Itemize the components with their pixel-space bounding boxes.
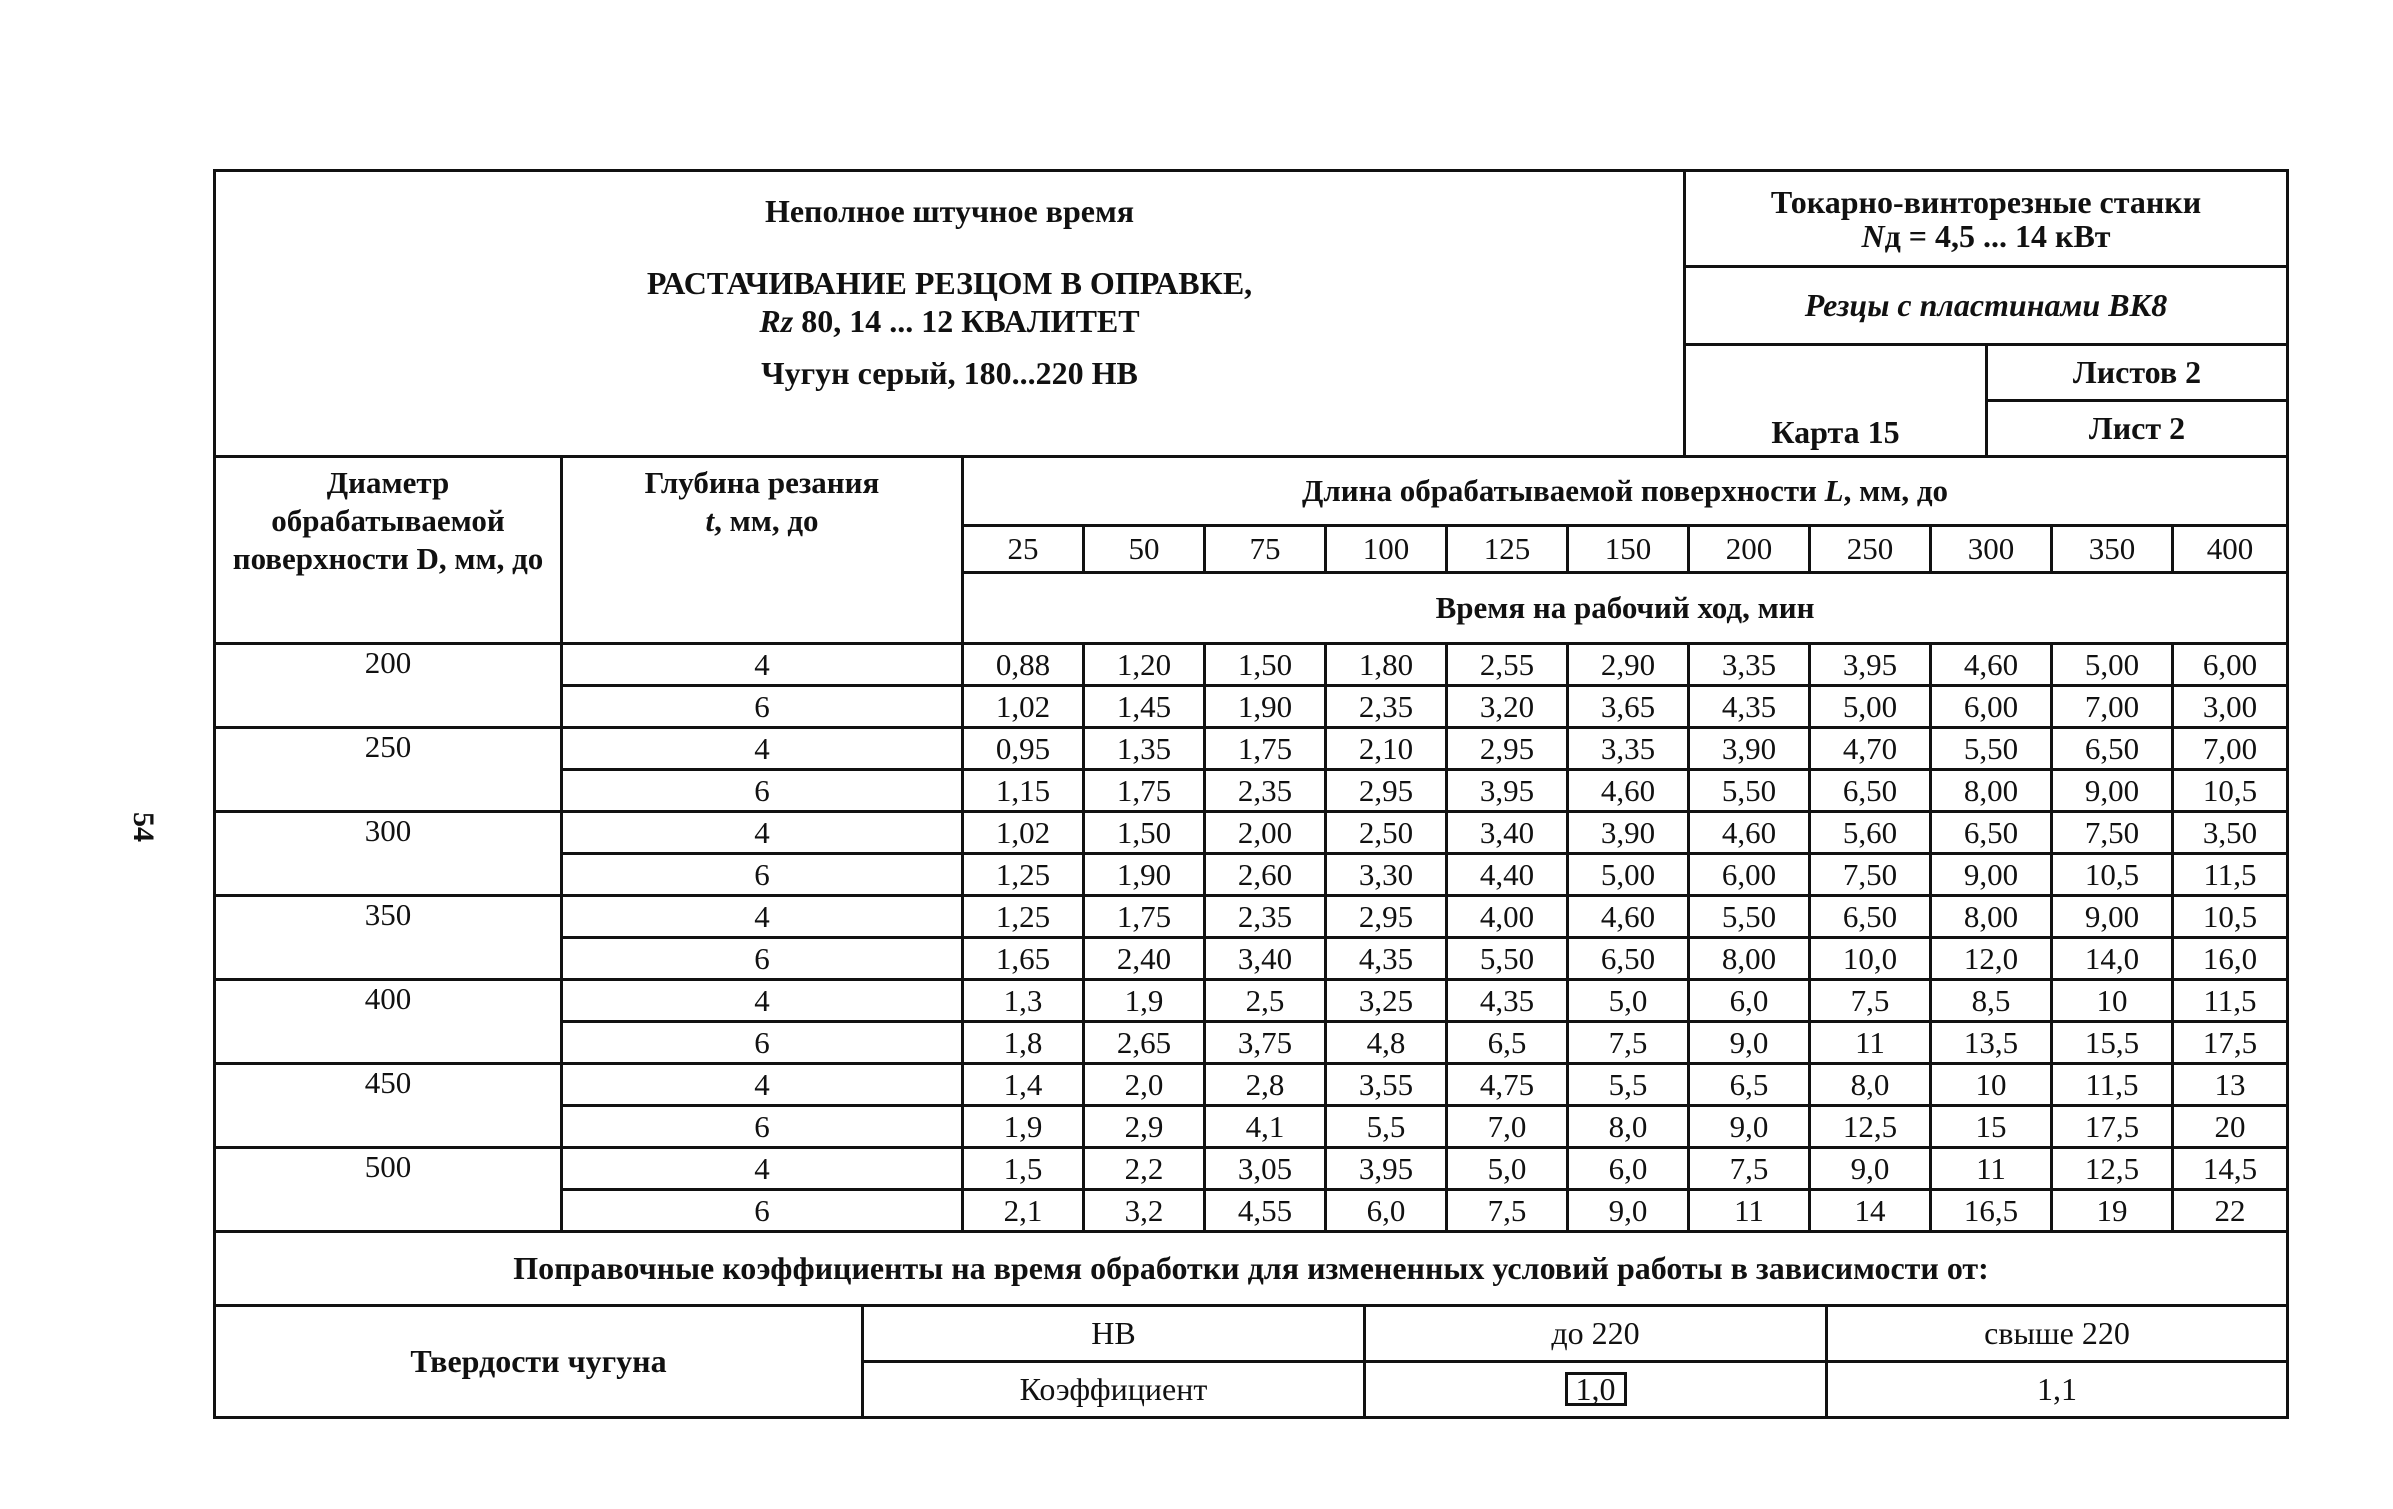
time-cell: 9,0 — [1568, 1190, 1689, 1232]
time-cell: 2,60 — [1205, 854, 1326, 896]
time-cell: 2,95 — [1326, 896, 1447, 938]
coef-up-to-value: 1,0 — [1565, 1372, 1627, 1406]
time-cell: 4,35 — [1326, 938, 1447, 980]
header-line-1: Неполное штучное время — [764, 193, 1135, 229]
depth-cell: 4 — [562, 980, 963, 1022]
time-cell: 15 — [1931, 1106, 2052, 1148]
card-number: Карта 15 — [1685, 345, 1987, 457]
time-cell: 7,5 — [1447, 1190, 1568, 1232]
time-cell: 12,0 — [1931, 938, 2052, 980]
depth-cell: 6 — [562, 1106, 963, 1148]
depth-cell: 6 — [562, 1190, 963, 1232]
time-cell: 1,02 — [963, 686, 1084, 728]
hardness-label: Твердости чугуна — [215, 1306, 863, 1418]
table-row — [215, 644, 2288, 686]
length-value: 300 — [1931, 526, 2052, 573]
time-cell: 7,5 — [1810, 980, 1931, 1022]
time-cell: 2,35 — [1205, 896, 1326, 938]
time-cell: 7,5 — [1689, 1148, 1810, 1190]
time-cell: 2,9 — [1084, 1106, 1205, 1148]
time-cell: 10 — [2052, 980, 2173, 1022]
time-cell: 3,40 — [1205, 938, 1326, 980]
diameter-cell: 250 — [215, 728, 562, 812]
time-cell: 4,60 — [1931, 644, 2052, 686]
time-cell: 2,35 — [1326, 686, 1447, 728]
time-cell: 10,5 — [2052, 854, 2173, 896]
time-cell: 2,95 — [1447, 728, 1568, 770]
time-cell: 3,95 — [1810, 644, 1931, 686]
length-value: 150 — [1568, 526, 1689, 573]
diameter-cell: 200 — [215, 644, 562, 728]
hardness-over: свыше 220 — [1827, 1306, 2288, 1362]
time-cell: 2,35 — [1205, 770, 1326, 812]
norm-card — [213, 169, 2286, 1419]
time-cell: 4,1 — [1205, 1106, 1326, 1148]
time-cell: 5,5 — [1568, 1064, 1689, 1106]
correction-caption: Поправочные коэффициенты на время обработки для измененных условий работы в зависимости от: — [215, 1232, 2288, 1306]
time-cell: 1,25 — [963, 896, 1084, 938]
length-value: 250 — [1810, 526, 1931, 573]
time-cell: 4,8 — [1326, 1022, 1447, 1064]
time-cell: 5,50 — [1689, 770, 1810, 812]
time-cell: 4,40 — [1447, 854, 1568, 896]
time-cell: 11 — [1931, 1148, 2052, 1190]
depth-cell: 6 — [562, 770, 963, 812]
time-cell: 3,35 — [1689, 644, 1810, 686]
depth-cell: 4 — [562, 1148, 963, 1190]
time-cell: 1,80 — [1326, 644, 1447, 686]
time-cell: 2,90 — [1568, 644, 1689, 686]
card-header — [213, 169, 2289, 458]
time-cell: 19 — [2052, 1190, 2173, 1232]
depth-cell: 6 — [562, 1022, 963, 1064]
diameter-cell: 350 — [215, 896, 562, 980]
time-cell: 1,20 — [1084, 644, 1205, 686]
time-cell: 3,95 — [1447, 770, 1568, 812]
depth-cell: 6 — [562, 938, 963, 980]
length-header: Длина обрабатываемой поверхности L, мм, до — [963, 457, 2288, 526]
table-row — [215, 812, 2288, 854]
sheets-total: Листов 2 — [1987, 345, 2288, 401]
hardness-up-to: до 220 — [1365, 1306, 1827, 1362]
time-cell: 3,2 — [1084, 1190, 1205, 1232]
time-cell: 6,50 — [2052, 728, 2173, 770]
time-cell: 5,50 — [1689, 896, 1810, 938]
time-cell: 22 — [2173, 1190, 2288, 1232]
length-value: 100 — [1326, 526, 1447, 573]
table-row — [215, 1148, 2288, 1190]
time-cell: 2,55 — [1447, 644, 1568, 686]
time-cell: 1,9 — [963, 1106, 1084, 1148]
coef-label: Коэффициент — [863, 1362, 1365, 1418]
time-cell: 6,0 — [1568, 1148, 1689, 1190]
time-cell: 8,00 — [1931, 896, 2052, 938]
depth-cell: 6 — [562, 854, 963, 896]
time-cell: 8,00 — [1689, 938, 1810, 980]
time-cell: 1,02 — [963, 812, 1084, 854]
time-cell: 8,0 — [1568, 1106, 1689, 1148]
time-cell: 1,4 — [963, 1064, 1084, 1106]
depth-cell: 4 — [562, 812, 963, 854]
diameter-cell: 450 — [215, 1064, 562, 1148]
time-cell: 9,0 — [1810, 1148, 1931, 1190]
length-value: 350 — [2052, 526, 2173, 573]
time-cell: 6,00 — [1689, 854, 1810, 896]
table-row — [215, 728, 2288, 770]
time-cell: 2,1 — [963, 1190, 1084, 1232]
time-cell: 5,50 — [1931, 728, 2052, 770]
time-cell: 7,00 — [2173, 728, 2288, 770]
time-cell: 7,50 — [2052, 812, 2173, 854]
time-cell: 3,75 — [1205, 1022, 1326, 1064]
time-cell: 12,5 — [1810, 1106, 1931, 1148]
time-cell: 3,90 — [1568, 812, 1689, 854]
time-cell: 14,0 — [2052, 938, 2173, 980]
time-cell: 3,50 — [2173, 812, 2288, 854]
time-cell: 3,25 — [1326, 980, 1447, 1022]
time-cell: 7,5 — [1568, 1022, 1689, 1064]
time-cell: 2,95 — [1326, 770, 1447, 812]
time-cell: 8,00 — [1931, 770, 2052, 812]
time-cell: 20 — [2173, 1106, 2288, 1148]
time-cell: 4,60 — [1568, 896, 1689, 938]
time-cell: 6,0 — [1689, 980, 1810, 1022]
time-cell: 6,50 — [1568, 938, 1689, 980]
time-cell: 9,00 — [2052, 770, 2173, 812]
time-cell: 5,60 — [1810, 812, 1931, 854]
time-table-body — [215, 644, 2288, 1232]
time-cell: 7,0 — [1447, 1106, 1568, 1148]
time-cell: 2,40 — [1084, 938, 1205, 980]
time-cell: 11,5 — [2173, 854, 2288, 896]
time-cell: 10 — [1931, 1064, 2052, 1106]
time-cell: 3,00 — [2173, 686, 2288, 728]
time-cell: 17,5 — [2173, 1022, 2288, 1064]
time-cell: 6,50 — [1810, 896, 1931, 938]
time-cell: 0,95 — [963, 728, 1084, 770]
time-cell: 10,5 — [2173, 896, 2288, 938]
time-cell: 1,3 — [963, 980, 1084, 1022]
time-cell: 13,5 — [1931, 1022, 2052, 1064]
time-cell: 3,55 — [1326, 1064, 1447, 1106]
time-cell: 16,0 — [2173, 938, 2288, 980]
time-cell: 5,5 — [1326, 1106, 1447, 1148]
time-cell: 2,50 — [1326, 812, 1447, 854]
time-cell: 1,15 — [963, 770, 1084, 812]
time-cell: 4,70 — [1810, 728, 1931, 770]
diameter-cell: 500 — [215, 1148, 562, 1232]
time-cell: 6,0 — [1326, 1190, 1447, 1232]
time-cell: 12,5 — [2052, 1148, 2173, 1190]
time-cell: 5,00 — [2052, 644, 2173, 686]
correction-table — [213, 1230, 2289, 1419]
time-cell: 10,0 — [1810, 938, 1931, 980]
time-cell: 9,00 — [1931, 854, 2052, 896]
time-cell: 9,0 — [1689, 1022, 1810, 1064]
time-header: Время на рабочий ход, мин — [963, 573, 2288, 644]
time-cell: 4,35 — [1447, 980, 1568, 1022]
time-cell: 5,00 — [1810, 686, 1931, 728]
time-cell: 6,00 — [1931, 686, 2052, 728]
time-cell: 16,5 — [1931, 1190, 2052, 1232]
depth-cell: 4 — [562, 728, 963, 770]
time-cell: 3,20 — [1447, 686, 1568, 728]
length-value: 50 — [1084, 526, 1205, 573]
length-value: 400 — [2173, 526, 2288, 573]
time-cell: 5,0 — [1447, 1148, 1568, 1190]
time-cell: 3,65 — [1568, 686, 1689, 728]
time-cell: 9,00 — [2052, 896, 2173, 938]
page-number: 54 — [127, 812, 160, 842]
time-cell: 1,25 — [963, 854, 1084, 896]
time-cell: 6,50 — [1810, 770, 1931, 812]
length-value: 75 — [1205, 526, 1326, 573]
time-cell: 4,60 — [1568, 770, 1689, 812]
diameter-header: Диаметр обрабатываемой поверхности D, мм, до — [215, 457, 562, 644]
depth-header: Глубина резания t, мм, до — [562, 457, 963, 644]
table-row — [215, 980, 2288, 1022]
time-cell: 1,35 — [1084, 728, 1205, 770]
time-cell: 4,75 — [1447, 1064, 1568, 1106]
time-cell: 3,30 — [1326, 854, 1447, 896]
time-cell: 14 — [1810, 1190, 1931, 1232]
time-cell: 2,00 — [1205, 812, 1326, 854]
header-title-block — [215, 171, 1685, 457]
length-value: 125 — [1447, 526, 1568, 573]
time-cell: 4,60 — [1689, 812, 1810, 854]
coef-over: 1,1 — [1827, 1362, 2288, 1418]
coef-up-to — [1365, 1362, 1827, 1418]
time-cell: 3,05 — [1205, 1148, 1326, 1190]
time-cell: 8,5 — [1931, 980, 2052, 1022]
machine-type: Токарно-винторезные станки Nд = 4,5 ... 14 кВт — [1685, 171, 2288, 267]
time-cell: 6,5 — [1689, 1064, 1810, 1106]
time-cell: 11 — [1689, 1190, 1810, 1232]
table-row — [215, 896, 2288, 938]
time-cell: 2,10 — [1326, 728, 1447, 770]
time-cell: 1,9 — [1084, 980, 1205, 1022]
time-cell: 6,5 — [1447, 1022, 1568, 1064]
time-cell: 11 — [1810, 1022, 1931, 1064]
table-row — [215, 1064, 2288, 1106]
time-cell: 3,40 — [1447, 812, 1568, 854]
time-table — [213, 455, 2289, 1233]
time-cell: 0,88 — [963, 644, 1084, 686]
hb-label: НВ — [863, 1306, 1365, 1362]
time-cell: 9,0 — [1689, 1106, 1810, 1148]
sheet-current: Лист 2 — [1987, 401, 2288, 457]
time-cell: 15,5 — [2052, 1022, 2173, 1064]
time-cell: 1,65 — [963, 938, 1084, 980]
time-cell: 3,95 — [1326, 1148, 1447, 1190]
time-cell: 4,00 — [1447, 896, 1568, 938]
time-cell: 5,00 — [1568, 854, 1689, 896]
time-cell: 2,65 — [1084, 1022, 1205, 1064]
depth-cell: 4 — [562, 644, 963, 686]
time-cell: 1,5 — [963, 1148, 1084, 1190]
time-cell: 7,00 — [2052, 686, 2173, 728]
time-cell: 11,5 — [2052, 1064, 2173, 1106]
time-cell: 11,5 — [2173, 980, 2288, 1022]
time-cell: 1,75 — [1084, 770, 1205, 812]
time-cell: 1,50 — [1205, 644, 1326, 686]
time-cell: 4,35 — [1689, 686, 1810, 728]
time-cell: 5,0 — [1568, 980, 1689, 1022]
header-line-2: РАСТАЧИВАНИЕ РЕЗЦОМ В ОПРАВКЕ, — [646, 265, 1253, 301]
time-cell: 1,90 — [1205, 686, 1326, 728]
header-line-4: Чугун серый, 180...220 НВ — [761, 355, 1138, 391]
time-cell: 10,5 — [2173, 770, 2288, 812]
depth-cell: 6 — [562, 686, 963, 728]
time-cell: 2,5 — [1205, 980, 1326, 1022]
length-value: 200 — [1689, 526, 1810, 573]
diameter-cell: 400 — [215, 980, 562, 1064]
time-cell: 7,50 — [1810, 854, 1931, 896]
time-cell: 1,45 — [1084, 686, 1205, 728]
time-cell: 1,75 — [1084, 896, 1205, 938]
time-cell: 2,0 — [1084, 1064, 1205, 1106]
time-cell: 13 — [2173, 1064, 2288, 1106]
time-cell: 2,2 — [1084, 1148, 1205, 1190]
time-cell: 6,50 — [1931, 812, 2052, 854]
time-cell: 3,35 — [1568, 728, 1689, 770]
time-cell: 3,90 — [1689, 728, 1810, 770]
tool-type: Резцы с пластинами ВК8 — [1685, 267, 2288, 345]
time-cell: 2,8 — [1205, 1064, 1326, 1106]
diameter-cell: 300 — [215, 812, 562, 896]
time-cell: 1,75 — [1205, 728, 1326, 770]
header-line-3: Rz 80, 14 ... 12 КВАЛИТЕТ — [759, 303, 1140, 339]
time-cell: 17,5 — [2052, 1106, 2173, 1148]
time-cell: 14,5 — [2173, 1148, 2288, 1190]
time-cell: 6,00 — [2173, 644, 2288, 686]
time-cell: 4,55 — [1205, 1190, 1326, 1232]
time-cell: 5,50 — [1447, 938, 1568, 980]
time-cell: 8,0 — [1810, 1064, 1931, 1106]
time-cell: 1,90 — [1084, 854, 1205, 896]
time-cell: 1,8 — [963, 1022, 1084, 1064]
length-value: 25 — [963, 526, 1084, 573]
depth-cell: 4 — [562, 1064, 963, 1106]
time-cell: 1,50 — [1084, 812, 1205, 854]
depth-cell: 4 — [562, 896, 963, 938]
